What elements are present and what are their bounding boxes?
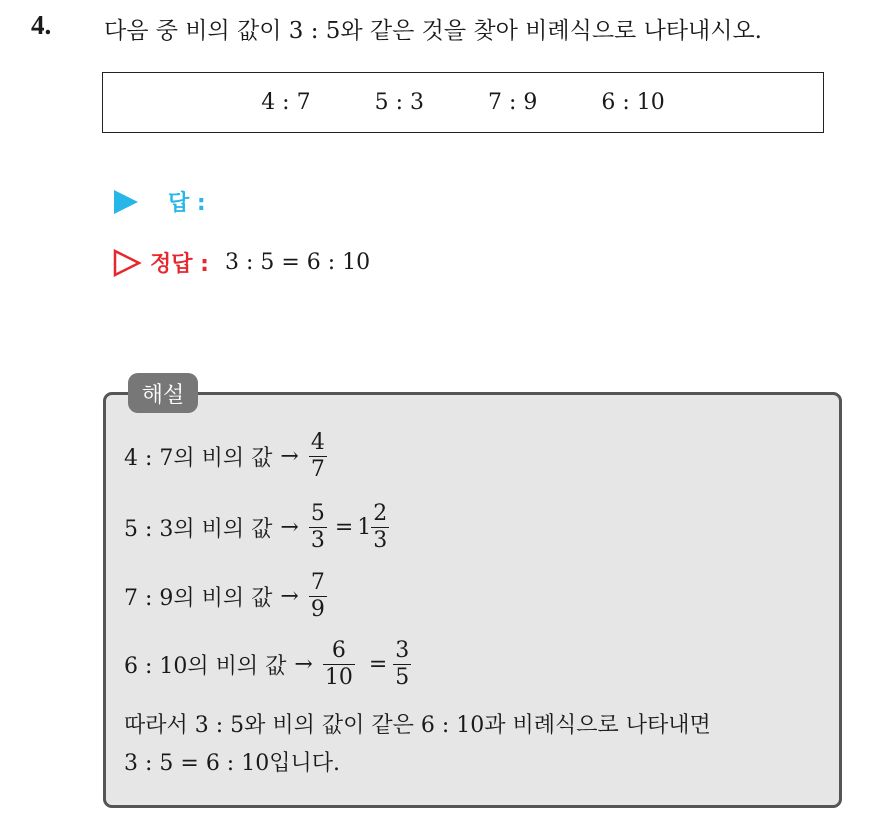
equals-symbol: = bbox=[368, 652, 388, 677]
ratio-text: 6 : 10의 비의 값 bbox=[124, 654, 287, 679]
correct-answer-value: 3 : 5 = 6 : 10 bbox=[224, 250, 371, 275]
arrow-symbol: → bbox=[280, 444, 299, 469]
fraction-numerator: 3 bbox=[395, 638, 410, 663]
explanation-conclusion: 따라서 3 : 5와 비의 값이 같은 6 : 10과 비례식으로 나타내면 bbox=[124, 713, 711, 738]
choice-item: 6 : 10 bbox=[601, 90, 665, 115]
choice-item: 5 : 3 bbox=[374, 90, 424, 115]
question-text: 다음 중 비의 값이 3 : 5와 같은 것을 찾아 비례식으로 나타내시오. bbox=[104, 18, 762, 44]
fraction-denominator: 5 bbox=[395, 665, 410, 690]
answer-label: 답 : bbox=[168, 191, 206, 216]
choice-item: 4 : 7 bbox=[261, 90, 311, 115]
arrow-symbol: → bbox=[280, 584, 299, 609]
choice-item: 7 : 9 bbox=[488, 90, 538, 115]
fraction bbox=[323, 638, 355, 691]
fraction-denominator: 9 bbox=[310, 597, 325, 622]
ratio-text: 4 : 7의 비의 값 bbox=[124, 446, 273, 471]
ratio-text: 5 : 3의 비의 값 bbox=[124, 517, 273, 542]
explanation-line bbox=[124, 501, 389, 554]
fraction bbox=[309, 430, 327, 483]
fraction-numerator: 4 bbox=[310, 430, 325, 455]
fraction-denominator: 3 bbox=[373, 528, 388, 553]
explanation-conclusion: 3 : 5 = 6 : 10입니다. bbox=[124, 751, 340, 776]
choices-box bbox=[102, 72, 824, 133]
explanation-tab: 해설 bbox=[128, 373, 198, 413]
fraction-numerator: 6 bbox=[331, 638, 346, 663]
outline-triangle-icon bbox=[112, 248, 142, 278]
arrow-symbol: → bbox=[294, 652, 313, 677]
fraction bbox=[393, 638, 411, 691]
question-number: 4. bbox=[31, 10, 52, 40]
fraction-denominator: 3 bbox=[310, 528, 325, 553]
ratio-text: 7 : 9의 비의 값 bbox=[124, 586, 273, 611]
explanation-line bbox=[124, 570, 327, 623]
arrow-symbol: → bbox=[280, 515, 299, 540]
fraction-denominator: 7 bbox=[310, 457, 325, 482]
explanation-line bbox=[124, 638, 411, 691]
equals-symbol: = bbox=[334, 515, 354, 540]
fraction-numerator: 7 bbox=[310, 570, 325, 595]
fraction bbox=[309, 570, 327, 623]
correct-answer-label: 정답 : bbox=[150, 252, 209, 277]
fraction-numerator: 5 bbox=[310, 501, 325, 526]
answer-row bbox=[112, 186, 206, 217]
mixed-whole: 1 bbox=[357, 515, 372, 540]
fraction bbox=[371, 501, 389, 554]
fraction-denominator: 10 bbox=[324, 665, 353, 690]
correct-answer-row bbox=[112, 247, 370, 278]
play-triangle-icon bbox=[112, 188, 140, 216]
fraction-numerator: 2 bbox=[373, 501, 388, 526]
fraction bbox=[309, 501, 327, 554]
explanation-line bbox=[124, 430, 327, 483]
